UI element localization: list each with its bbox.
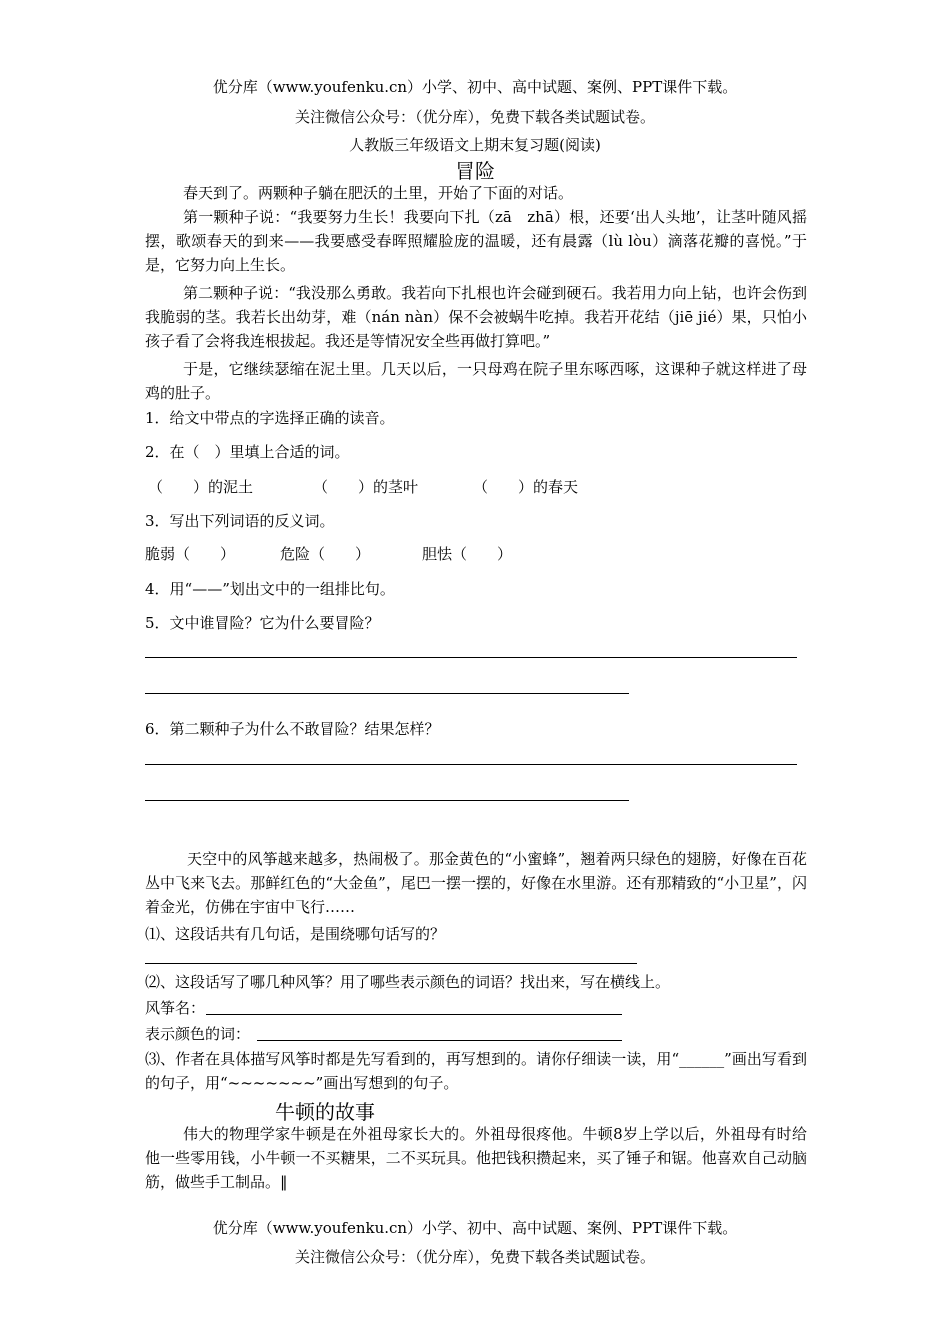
kite-question-1: ⑴、这段话共有几句话，是围绕哪句话写的？ bbox=[145, 925, 446, 943]
kite-question-3: ⑶、作者在具体描写风筝时都是先写看到的，再写想到的。请你仔细读一读，用“______”画出写看到的句子，用“~~~~~~~”画出写想到的句子。 bbox=[145, 1050, 807, 1092]
kite-name-answer-line[interactable] bbox=[206, 1014, 622, 1015]
antonym-item: 脆弱（ ） bbox=[145, 545, 236, 563]
paragraph-kites: 天空中的风筝越来越多，热闹极了。那金黄色的“小蜜蜂”，翘着两只绿色的翅膀，好像在百花丛中飞来飞去。那鲜红色的“大金鱼”，尾巴一摆一摆的，好像在水里游。还有那精致的“小卫星”，闪着金光，仿佛在宇宙中飞行…… bbox=[145, 850, 807, 916]
paragraph-newton: 伟大的物理学家牛顿是在外祖母家长大的。外祖母很疼他。牛顿8岁上学以后，外祖母有时给他一些零用钱，小牛顿一不买糖果，二不买玩具。他把钱积攒起来，买了锤子和锯。他喜欢自己动脑筋，做些手工制品。‖ bbox=[145, 1125, 807, 1191]
footer-line-1: 优分库（www.youfenku.cn）小学、初中、高中试题、案例、PPT课件下载。 bbox=[212, 1219, 738, 1237]
question-1: 1．给文中带点的字选择正确的读音。 bbox=[145, 409, 395, 427]
header-line-2: 关注微信公众号：（优分库），免费下载各类试题试卷。 bbox=[294, 108, 655, 126]
question-5: 5．文中谁冒险？它为什么要冒险？ bbox=[145, 614, 380, 632]
question-2: 2．在（ ）里填上合适的词。 bbox=[145, 443, 350, 461]
question-3: 3．写出下列词语的反义词。 bbox=[145, 512, 335, 530]
fill-blank-item: （ ）的茎叶 bbox=[313, 478, 419, 496]
kite-question-2: ⑵、这段话写了哪几种风筝？用了哪些表示颜色的词语？找出来，写在横线上。 bbox=[145, 973, 671, 991]
answer-line[interactable] bbox=[145, 800, 629, 801]
antonym-item: 胆怯（ ） bbox=[422, 545, 513, 563]
section-title-adventure: 冒险 bbox=[455, 159, 495, 183]
footer-line-2: 关注微信公众号：（优分库），免费下载各类试题试卷。 bbox=[294, 1248, 655, 1266]
paragraph: 春天到了。两颗种子躺在肥沃的土里，开始了下面的对话。 bbox=[183, 184, 574, 202]
question-4: 4．用“——”划出文中的一组排比句。 bbox=[145, 580, 395, 598]
fill-blank-item: （ ）的泥土 bbox=[148, 478, 254, 496]
paragraph: 第一颗种子说：“我要努力生长！我要向下扎（zā zhā）根，还要‘出人头地’，让茎叶随风摇摆，歌颂春天的到来——我要感受春晖照耀脸庞的温暖，还有晨露（lù lòu）滴落花瓣的喜悦。”于是，它努力向上生长。 bbox=[145, 208, 807, 274]
color-words-answer-line[interactable] bbox=[257, 1040, 622, 1041]
section-title-newton: 牛顿的故事 bbox=[275, 1100, 375, 1124]
paragraph: 第二颗种子说：“我没那么勇敢。我若向下扎根也许会碰到硬石。我若用力向上钻，也许会伤到我脆弱的茎。我若长出幼芽，难（nán nàn）保不会被蜗牛吃掉。我若开花结（jiē jié）果，只怕小孩子看了会将我连根拔起。我还是等情况安全些再做打算吧。” bbox=[145, 284, 808, 350]
header-line-1: 优分库（www.youfenku.cn）小学、初中、高中试题、案例、PPT课件下载。 bbox=[212, 78, 738, 96]
answer-line[interactable] bbox=[145, 963, 637, 964]
color-words-label: 表示颜色的词： bbox=[145, 1025, 251, 1043]
answer-line[interactable] bbox=[145, 764, 797, 765]
answer-line[interactable] bbox=[145, 693, 629, 694]
fill-blank-item: （ ）的春天 bbox=[473, 478, 579, 496]
document-title: 人教版三年级语文上期末复习题(阅读) bbox=[349, 136, 601, 154]
antonym-item: 危险（ ） bbox=[280, 545, 371, 563]
answer-line[interactable] bbox=[145, 657, 797, 658]
paragraph: 于是，它继续瑟缩在泥土里。几天以后，一只母鸡在院子里东啄西啄，这课种子就这样进了母鸡的肚子。 bbox=[145, 360, 807, 402]
kite-name-label: 风筝名： bbox=[145, 999, 206, 1017]
question-6: 6．第二颗种子为什么不敢冒险？结果怎样？ bbox=[145, 720, 440, 738]
